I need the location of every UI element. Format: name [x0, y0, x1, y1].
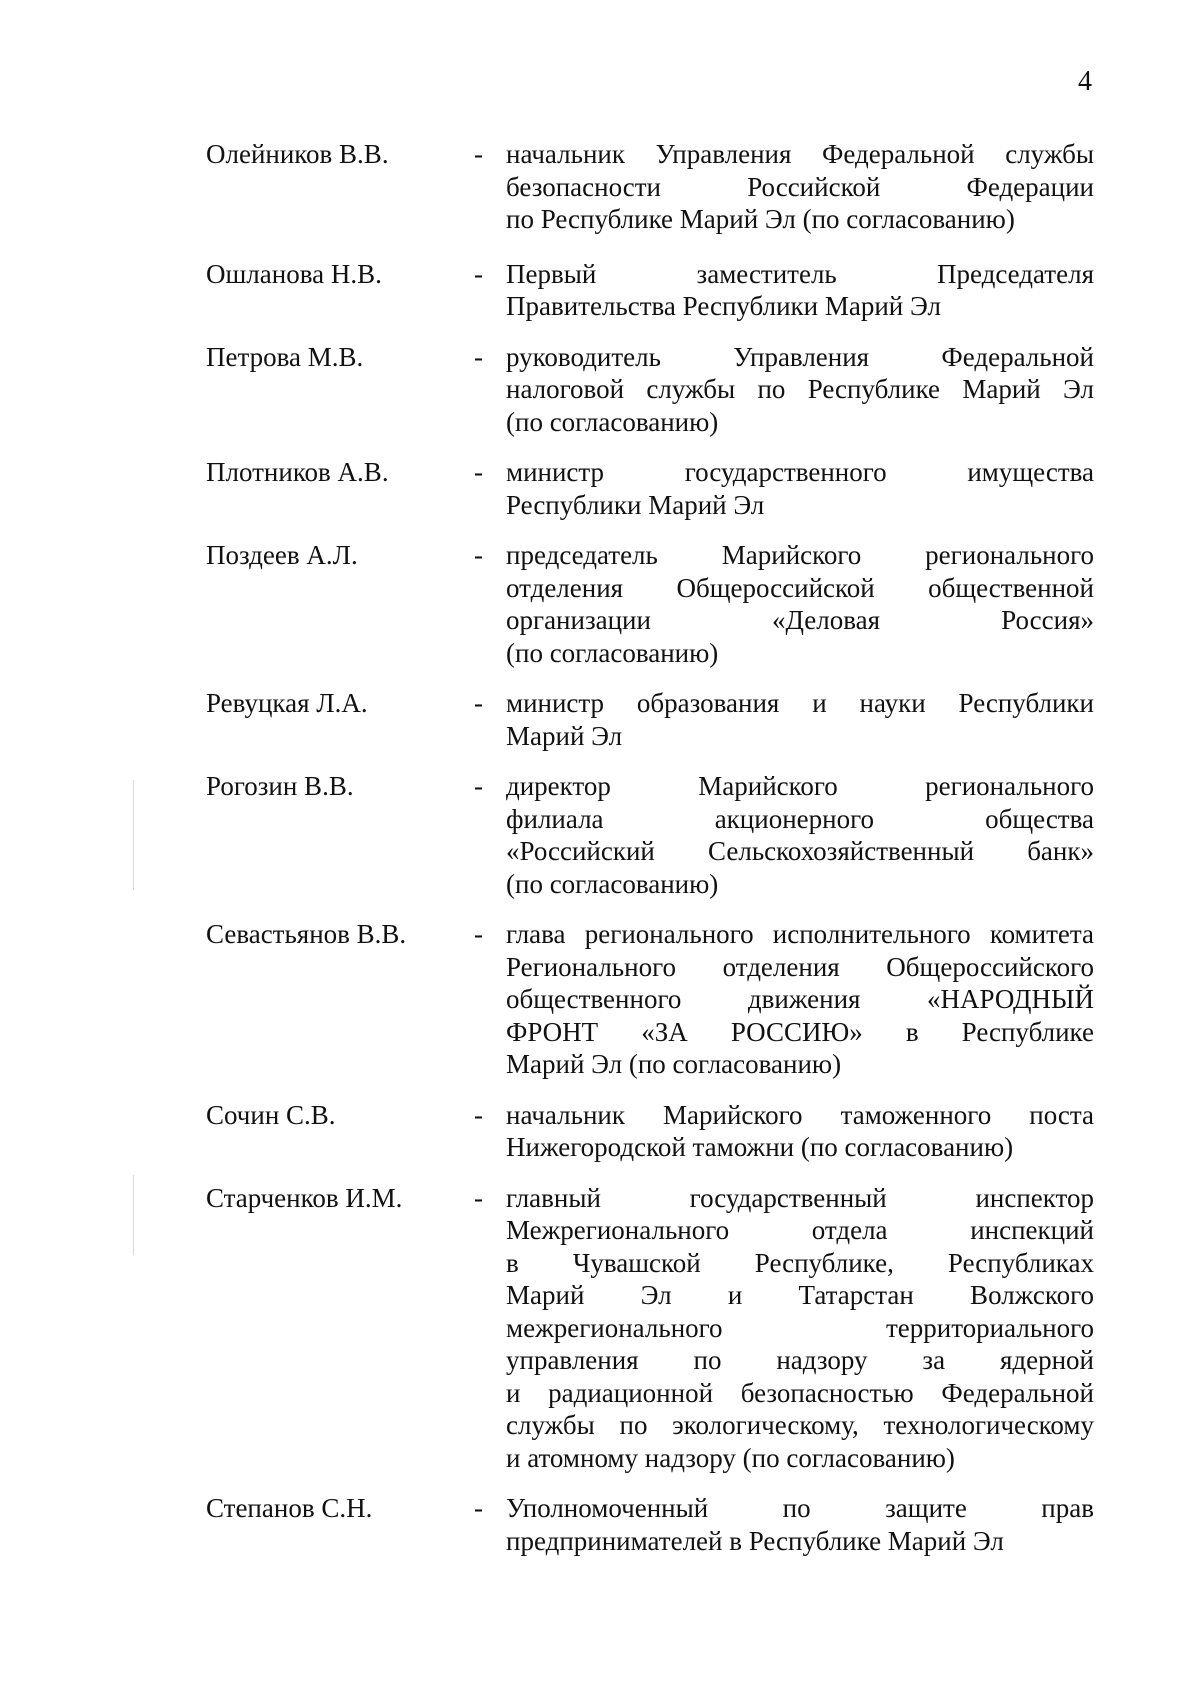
- position-line: организации «Деловая Россия»: [506, 605, 1094, 635]
- member-entry: [0, 258, 1200, 323]
- member-position: [506, 918, 1094, 1081]
- member-entry: [0, 1182, 1200, 1475]
- position-line: министр государственного имущества: [506, 457, 1094, 487]
- entry-dash: -: [474, 919, 483, 949]
- position-line: предпринимателей в Республике Марий Эл: [506, 1525, 1004, 1556]
- position-line: Регионального отделения Общероссийского: [506, 951, 1094, 982]
- position-line: Марий Эл (по согласованию): [506, 1049, 842, 1079]
- position-line: Правительства Республики Марий Эл: [506, 291, 941, 321]
- position-line: межрегионального территориального: [506, 1312, 1094, 1343]
- position-line: Первый заместитель Председателя: [506, 258, 1094, 289]
- member-name: Плотников А.В.: [206, 457, 389, 487]
- entry-dash: -: [474, 540, 483, 570]
- entry-dash: -: [474, 1099, 483, 1130]
- position-line: главный государственный инспектор: [506, 1182, 1094, 1213]
- member-name: Петрова М.В.: [206, 341, 364, 372]
- position-line: министр образования и науки Республики: [506, 688, 1094, 718]
- position-line: налоговой службы по Республике Марий Эл: [506, 374, 1094, 404]
- member-name: Севастьянов В.В.: [206, 919, 407, 949]
- position-line: (по согласованию): [506, 637, 719, 668]
- member-entry: [0, 687, 1200, 752]
- member-position: [506, 687, 1094, 752]
- entry-dash: -: [474, 688, 483, 718]
- member-entry: [0, 1492, 1200, 1557]
- member-name: Старченков И.М.: [206, 1182, 403, 1213]
- position-line: директор Марийского регионального: [506, 771, 1094, 801]
- position-line: управления по надзору за ядерной: [506, 1345, 1094, 1375]
- page-number: 4: [1078, 66, 1092, 97]
- entry-dash: -: [474, 457, 483, 487]
- position-line: ФРОНТ «ЗА РОССИЮ» в Республике: [506, 1016, 1094, 1047]
- member-position: [506, 258, 1094, 323]
- member-position: [506, 1182, 1094, 1475]
- position-line: «Российский Сельскохозяйственный банк»: [506, 836, 1094, 866]
- position-line: по Республике Марий Эл (по согласованию): [506, 204, 1015, 234]
- position-line: Марий Эл: [506, 720, 623, 751]
- member-name: Сочин С.В.: [206, 1099, 336, 1130]
- member-position: [506, 539, 1094, 669]
- position-line: Межрегионального отдела инспекций: [506, 1215, 1094, 1245]
- entry-dash: -: [474, 139, 483, 169]
- position-line: (по согласованию): [506, 406, 719, 437]
- position-line: Нижегородской таможни (по согласованию): [506, 1132, 1014, 1162]
- member-entry: [0, 539, 1200, 669]
- position-line: Марий Эл и Татарстан Волжского: [506, 1280, 1094, 1310]
- member-name: Рогозин В.В.: [206, 771, 354, 801]
- position-line: Уполномоченный по защите прав: [506, 1493, 1094, 1523]
- position-line: (по согласованию): [506, 868, 719, 899]
- position-line: в Чувашской Республике, Республиках: [506, 1247, 1094, 1278]
- member-position: [506, 138, 1094, 236]
- position-line: председатель Марийского регионального: [506, 540, 1094, 570]
- position-line: и радиационной безопасностью Федеральной: [506, 1377, 1094, 1408]
- member-position: [506, 341, 1094, 439]
- position-line: начальник Марийского таможенного поста: [506, 1099, 1094, 1130]
- position-line: филиала акционерного общества: [506, 803, 1094, 834]
- member-name: Олейников В.В.: [206, 139, 389, 169]
- member-entry: [0, 918, 1200, 1081]
- member-position: [506, 1099, 1094, 1164]
- entry-dash: -: [474, 1493, 483, 1523]
- position-line: руководитель Управления Федеральной: [506, 341, 1094, 372]
- member-position: [506, 770, 1094, 900]
- position-line: безопасности Российской Федерации: [506, 171, 1094, 202]
- position-line: начальник Управления Федеральной службы: [506, 139, 1094, 169]
- entry-dash: -: [474, 1182, 483, 1213]
- member-position: [506, 456, 1094, 521]
- position-line: общественного движения «НАРОДНЫЙ: [506, 984, 1094, 1014]
- member-name: Поздеев А.Л.: [206, 540, 358, 570]
- entry-dash: -: [474, 341, 483, 372]
- entry-dash: -: [474, 771, 483, 801]
- position-line: Республики Марий Эл: [506, 489, 765, 520]
- member-list: [0, 138, 1200, 1575]
- position-line: и атомному надзору (по согласованию): [506, 1442, 955, 1473]
- member-entry: [0, 341, 1200, 439]
- member-name: Степанов С.Н.: [206, 1493, 373, 1523]
- member-position: [506, 1492, 1094, 1557]
- position-line: отделения Общероссийской общественной: [506, 572, 1094, 603]
- member-name: Ревуцкая Л.А.: [206, 688, 368, 718]
- member-entry: [0, 770, 1200, 900]
- position-line: службы по экологическому, технологическому: [506, 1410, 1094, 1440]
- member-name: Ошланова Н.В.: [206, 258, 382, 289]
- position-line: глава регионального исполнительного комитета: [506, 919, 1094, 949]
- member-entry: [0, 1099, 1200, 1164]
- entry-dash: -: [474, 258, 483, 289]
- member-entry: [0, 138, 1200, 236]
- member-entry: [0, 456, 1200, 521]
